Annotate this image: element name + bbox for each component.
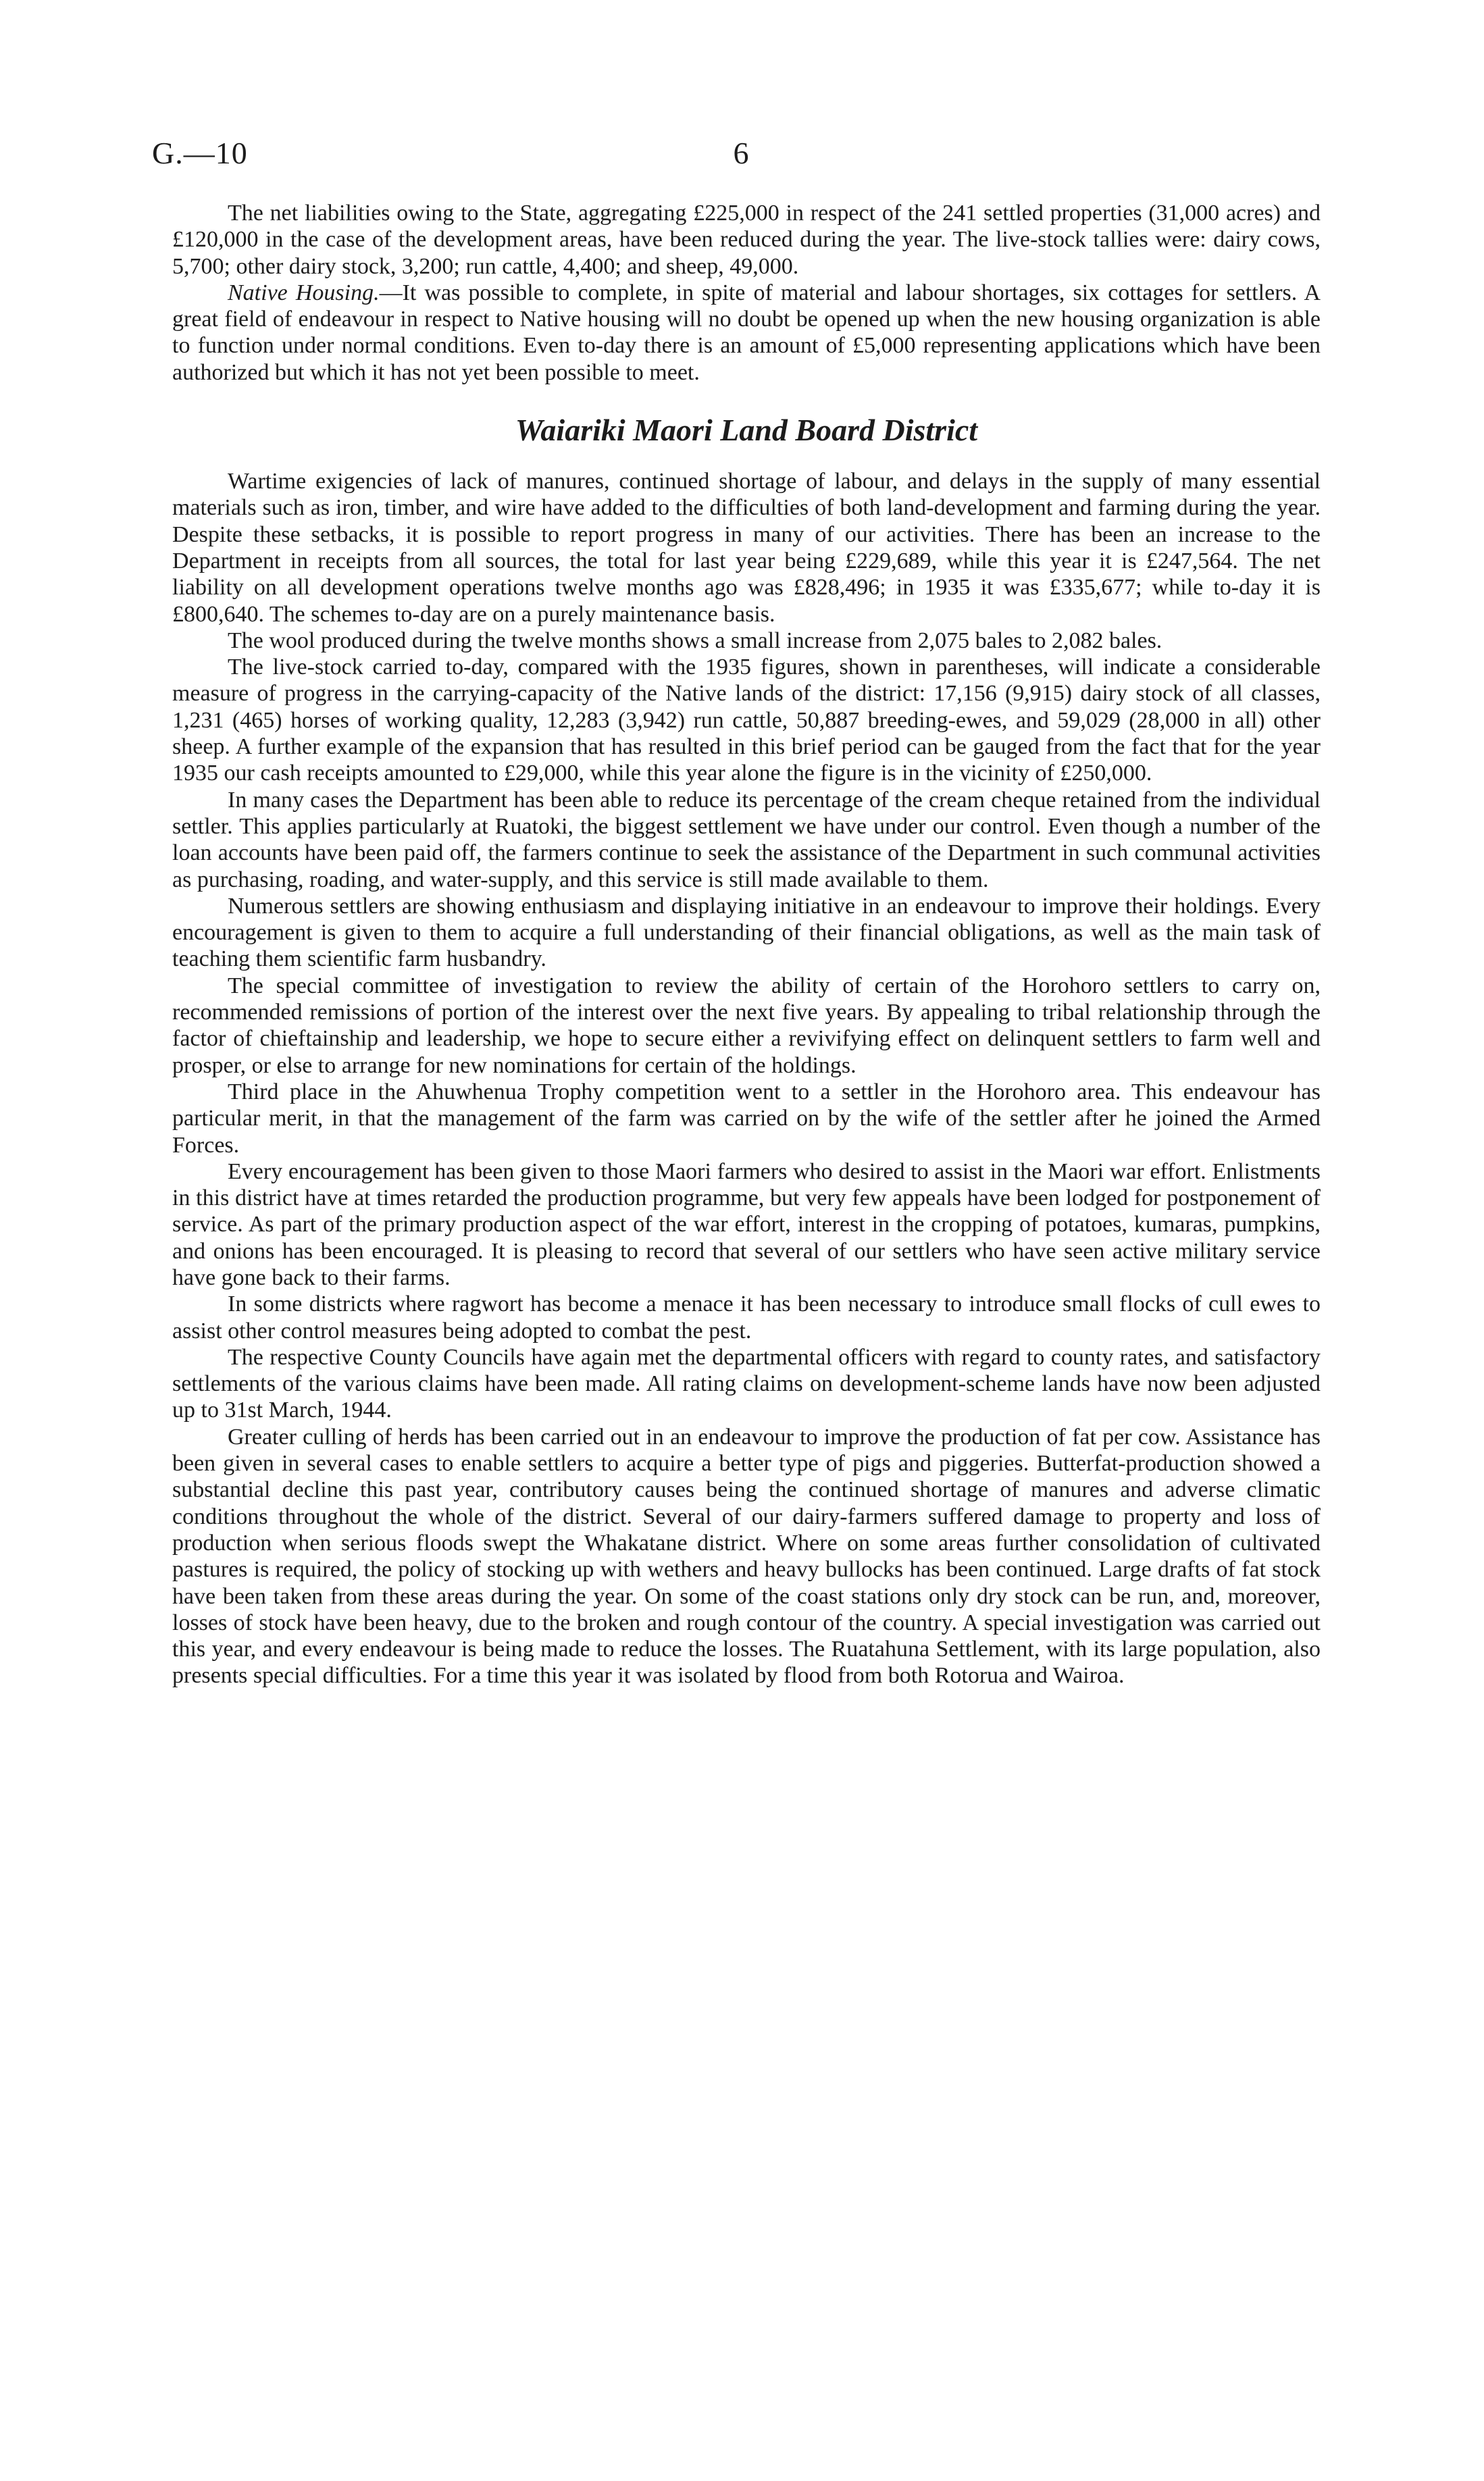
paragraph: The wool produced during the twelve months shows a small increase from 2,075 bales to 2,082 bales. xyxy=(228,628,1162,653)
paragraph: Wartime exigencies of lack of manures, continued shortage of labour, and delays in the supply of many essential materials such as iron, timber, and wire have added to the difficulties of both land-development and farming during the year. Despite these setbacks, it is possible to report progress in many of our activities. There has been an increase to the Department in receipts from all sources, the total for last year being £229,689, while this year it is £247,564. The net liability on all development operations twelve months ago was £828,496; in 1935 it was £335,677; while to-day it is £800,640. The schemes to-day are on a purely maintenance basis. xyxy=(172,469,1321,627)
paragraph: Greater culling of herds has been carried out in an endeavour to improve the production of fat per cow. Assistance has been given in several cases to enable settlers to acquire a better type of pigs and piggeries. Butterfat-production showed a substantial decline this past year, contributory causes being the continued shortage of manures and adverse climatic conditions throughout the whole of the district. Several of our dairy-farmers suffered damage to property and loss of production when serious floods swept the Whakatane district. Where on some areas further consolidation of cultivated pastures is required, the policy of stocking up with wethers and heavy bullocks has been continued. Large drafts of fat stock have been taken from these areas during the year. On some of the coast stations only dry stock can be run, and, moreover, losses of stock have been heavy, due to the broken and rough contour of the country. A special investigation was carried out this year, and every endeavour is being made to reduce the losses. The Ruatahuna Settlement, with its large population, also presents special difficulties. For a time this year it was isolated by flood from both Rotorua and Wairoa. xyxy=(172,1424,1321,1689)
paragraph-net-liabilities: The net liabilities owing to the State, aggregating £225,000 in respect of the 241 settled properties (31,000 acres) and £120,000 in the case of the development areas, have been reduced during the year. The live-stock tallies were: dairy cows, 5,700; other dairy stock, 3,200; run cattle, 4,400; and sheep, 49,000. xyxy=(172,201,1321,279)
paragraph: In some districts where ragwort has become a menace it has been necessary to introduce small flocks of cull ewes to assist other control measures being adopted to combat the pest. xyxy=(172,1291,1321,1344)
paragraph: The live-stock carried to-day, compared with the 1935 figures, shown in parentheses, will indicate a considerable measure of progress in the carrying-capacity of the Native lands of the district: 17,156 (9,915) dairy stock of all classes, 1,231 (465) horses of working quality, 12,283 (3,942) run cattle, 50,887 breeding-ewes, and 59,029 (28,000 in all) other sheep. A further example of the expansion that has resulted in this brief period can be gauged from the fact that for the year 1935 our cash receipts amounted to £29,000, while this year alone the figure is in the vicinity of £250,000. xyxy=(172,655,1321,786)
native-housing-text: —It was possible to complete, in spite of material and labour shortages, six cottages for settlers. A great field of endeavour in respect to Native housing will no doubt be opened up when the new housing organization is able to function under normal conditions. Even to-day there is an amount of £5,000 representing applications which have been authorized but which it has not yet been possible to meet. xyxy=(172,280,1321,385)
paragraph: Numerous settlers are showing enthusiasm and displaying initiative in an endeavour to improve their holdings. Every encouragement is given to them to acquire a full understanding of their financial obligations, as well as the main task of teaching them scientific farm husbandry. xyxy=(172,893,1321,972)
page-header xyxy=(152,135,1330,176)
document-reference: G.—10 xyxy=(152,136,248,170)
paragraph: Third place in the Ahuwhenua Trophy competition went to a settler in the Horohoro area. This endeavour has particular merit, in that the management of the farm was carried on by the wife of the settler after he joined the Armed Forces. xyxy=(172,1079,1321,1158)
paragraph: Every encouragement has been given to those Maori farmers who desired to assist in the Maori war effort. Enlistments in this district have at times retarded the production programme, but very few appeals have been lodged for postponement of service. As part of the primary production aspect of the war effort, interest in the cropping of potatoes, kumaras, pumpkins, and onions has been encouraged. It is pleasing to record that several of our settlers who have seen active military service have gone back to their farms. xyxy=(172,1158,1321,1290)
body-text xyxy=(172,200,1321,1689)
section-heading: Waiariki Maori Land Board District xyxy=(515,413,978,448)
paragraph: The special committee of investigation to review the ability of certain of the Horohoro settlers to carry on, recommended remissions of portion of the interest over the next five years. By appealing to tribal relationship through the factor of chieftainship and leadership, we hope to secure either a revivifying effect on delinquent settlers to farm well and prosper, or else to arrange for new nominations for certain of the holdings. xyxy=(172,973,1321,1078)
page-number: 6 xyxy=(733,136,749,170)
paragraph: In many cases the Department has been able to reduce its percentage of the cream cheque retained from the individual settler. This applies particularly at Ruatoki, the biggest settlement we have under our control. Even though a number of the loan accounts have been paid off, the farmers continue to seek the assistance of the Department in such communal activities as purchasing, roading, and water-supply, and this service is still made available to them. xyxy=(172,787,1321,892)
native-housing-label: Native Housing. xyxy=(228,280,380,305)
paragraph-native-housing xyxy=(172,280,1321,386)
paragraph: The respective County Councils have again met the departmental officers with regard to county rates, and satisfactory settlements of the various claims have been made. All rating claims on development-scheme lands have now been adjusted up to 31st March, 1944. xyxy=(172,1344,1321,1423)
